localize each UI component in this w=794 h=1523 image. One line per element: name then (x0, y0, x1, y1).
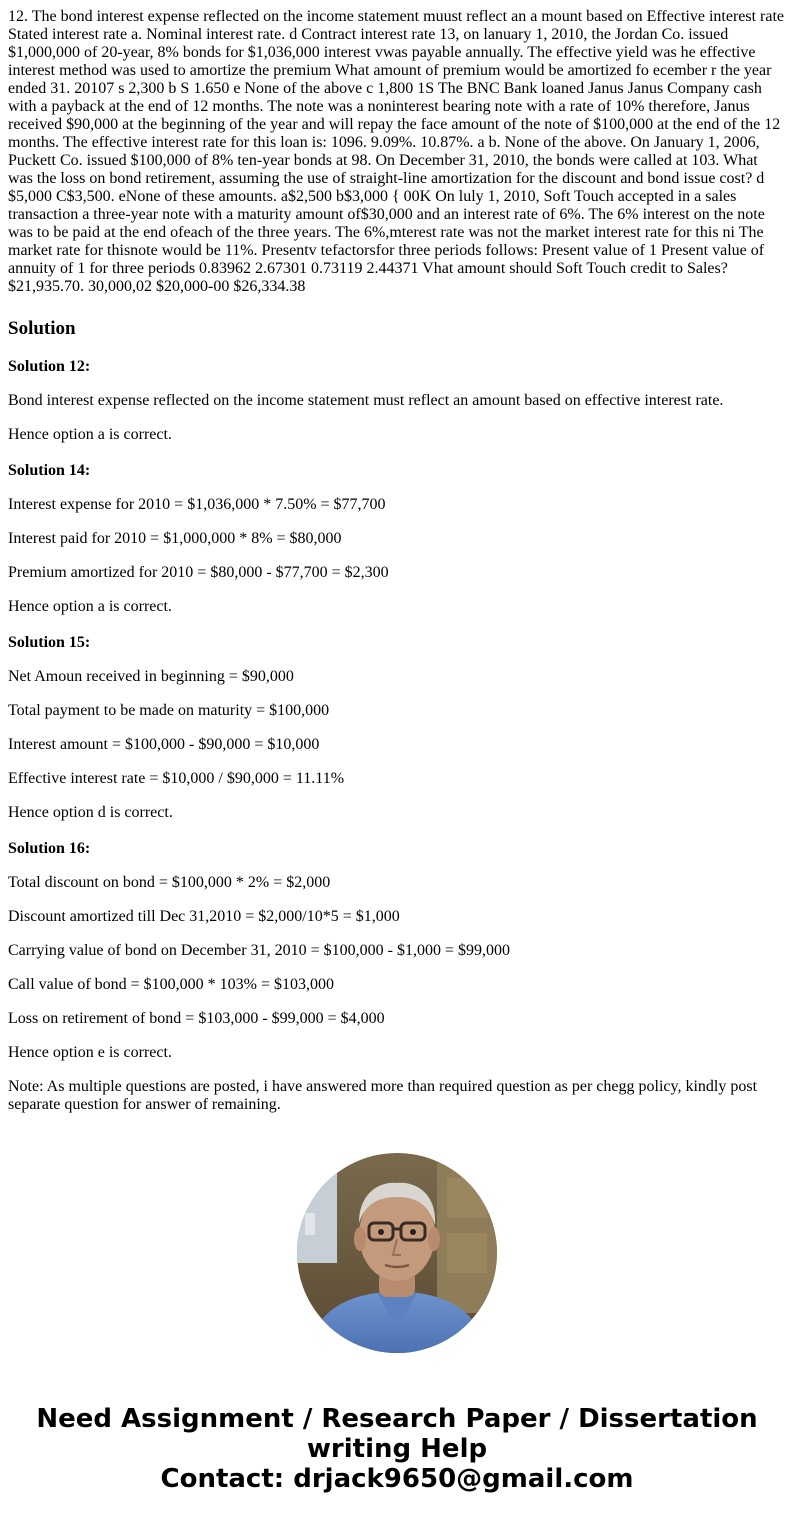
document-content (8, 8, 786, 1114)
author-portrait-image (297, 1153, 497, 1353)
solution-16-conclusion: Hence option e is correct. (8, 1044, 172, 1061)
solution-15-line: Total payment to be made on maturity = $100,000 (8, 702, 330, 719)
solution-16-line: Total discount on bond = $100,000 * 2% = $2,000 (8, 874, 331, 891)
solution-14-title: Solution 14: (8, 462, 91, 479)
solution-12-conclusion: Hence option a is correct. (8, 426, 172, 443)
author-avatar (297, 1153, 497, 1353)
promo-line-2: writing Help (306, 1434, 488, 1464)
solution-15-title: Solution 15: (8, 634, 91, 651)
solution-16-line: Loss on retirement of bond = $103,000 - $99,000 = $4,000 (8, 1010, 385, 1027)
solution-15-line: Effective interest rate = $10,000 / $90,000 = 11.11% (8, 770, 345, 787)
solution-heading: Solution (8, 318, 76, 339)
solution-16-line: Carrying value of bond on December 31, 2010 = $100,000 - $1,000 = $99,000 (8, 942, 510, 959)
solution-14-conclusion: Hence option a is correct. (8, 598, 172, 615)
solution-16-line: Discount amortized till Dec 31,2010 = $2,000/10*5 = $1,000 (8, 908, 400, 925)
solution-14-line: Interest paid for 2010 = $1,000,000 * 8% = $80,000 (8, 530, 342, 547)
promo-line-1: Need Assignment / Research Paper / Dissertation (36, 1404, 758, 1434)
policy-note: Note: As multiple questions are posted, i have answered more than required question as per chegg policy, kindly post separate question for answer of remaining. (8, 1078, 758, 1113)
solution-16-line: Call value of bond = $100,000 * 103% = $103,000 (8, 976, 335, 993)
solution-15-conclusion: Hence option d is correct. (8, 804, 173, 821)
solution-14-line: Interest expense for 2010 = $1,036,000 * 7.50% = $77,700 (8, 496, 386, 513)
question-text: 12. The bond interest expense reflected on the income statement muust reflect an a mount based on Effective interest rate Stated interest rate a. Nominal interest rate. d Contract interest rate 13, on lanuary 1, 2010, the Jordan Co. issued $1,000,000 of 20-year, 8% bonds for $1,036,000 interest vwas payable annually. The effective yield was he effective interest method was used to amortize the premium What amount of premium would be amortized fo ecember r the year ended 31. 20107 s 2,300 b S 1.650 e None of the above c 1,800 1S The BNC Bank loaned Janus Janus Company cash with a payback at the end of 12 months. The note was a noninterest bearing note with a rate of 10% therefore, Janus received $90,000 at the beginning of the year and will repay the face amount of the note of $100,000 at the end of the 12 months. The effective interest rate for this loan is: 1096. 9.09%. 10.87%. a b. None of the above. On January 1, 2006, Puckett Co. issued $100,000 of 8% ten-year bonds at 98. On December 31, 2010, the bonds were called at 103. What was the loss on bond retirement, assuming the use of straight-line amortization for the discount and bond issue cost? d $5,000 C$3,500. eNone of these amounts. a$2,500 b$3,000 { 00K On luly 1, 2010, Soft Touch accepted in a sales transaction a three-year note with a maturity amount of$30,000 and an interest rate of 6%. The 6% interest on the note was to be paid at the end ofeach of the three years. The 6%,mterest rate was not the market interest rate for this ni The market rate for thisnote would be 11%. Presentv tefactorsfor three periods follows: Present value of 1 Present value of annuity of 1 for three periods 0.83962 2.67301 0.73119 2.44371 Vhat amount should Soft Touch credit to Sales? $21,935.70. 30,000,02 $20,000-00 $26,334.38 (8, 8, 785, 295)
solution-15-line: Interest amount = $100,000 - $90,000 = $10,000 (8, 736, 320, 753)
solution-15-line: Net Amoun received in beginning = $90,000 (8, 668, 294, 685)
solution-12-line: Bond interest expense reflected on the income statement must reflect an amount based on effective interest rate. (8, 392, 724, 409)
solution-14-line: Premium amortized for 2010 = $80,000 - $77,700 = $2,300 (8, 564, 389, 581)
solution-12-title: Solution 12: (8, 358, 91, 375)
solution-16-title: Solution 16: (8, 840, 91, 857)
promo-banner (0, 1404, 794, 1494)
promo-contact: Contact: drjack9650@gmail.com (160, 1464, 634, 1494)
